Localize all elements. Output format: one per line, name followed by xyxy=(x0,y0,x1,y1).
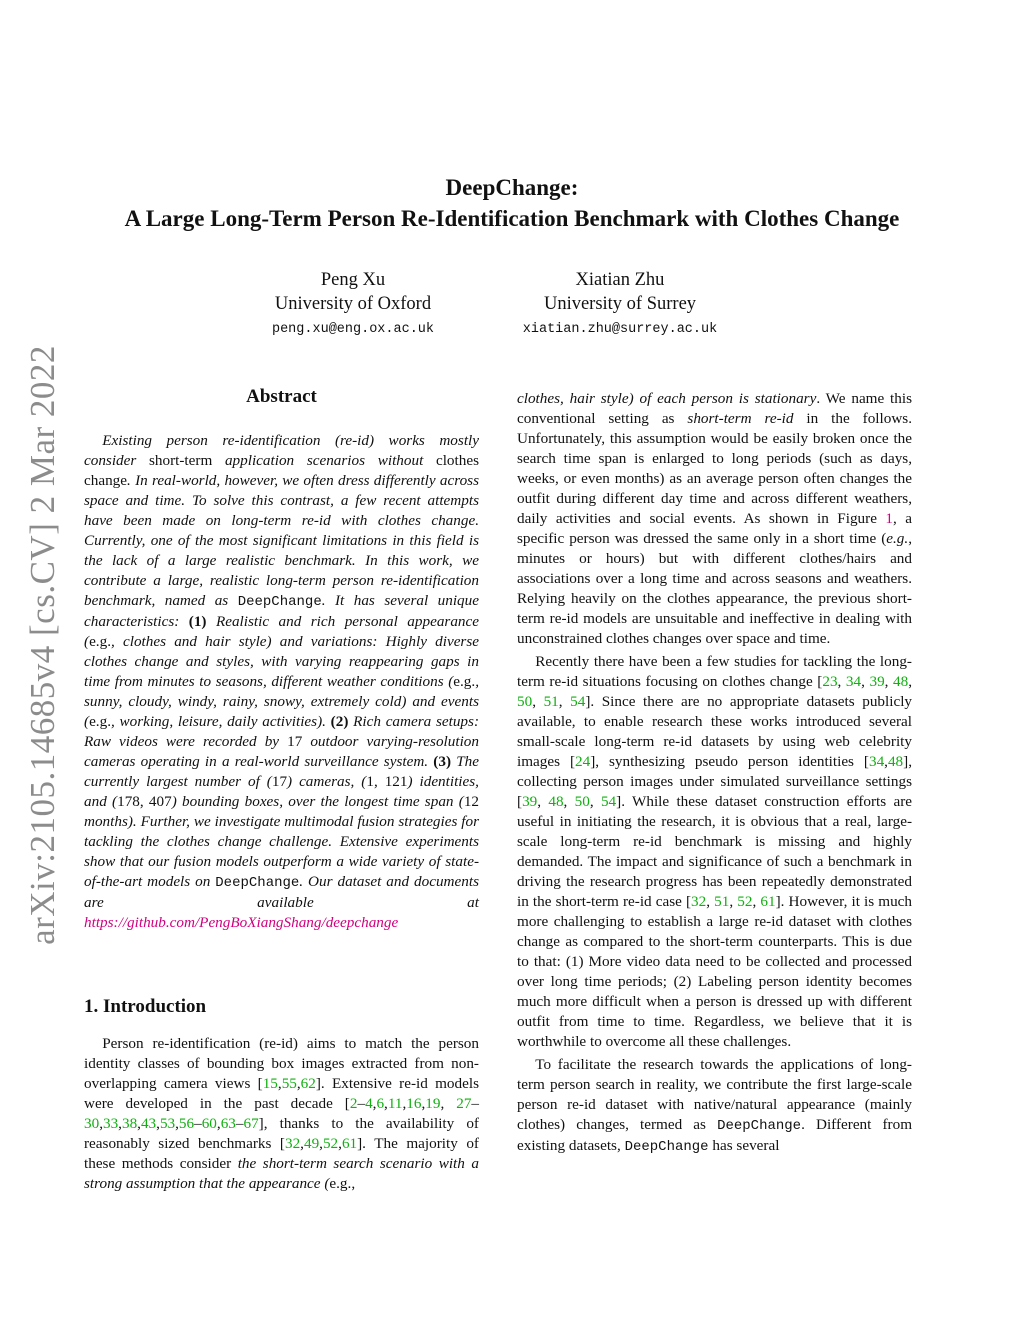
abstract-heading: Abstract xyxy=(246,386,317,407)
abstract-body xyxy=(84,431,479,933)
section-heading-introduction: 1. Introduction xyxy=(84,996,207,1017)
abstract-paragraph: Existing person re-identification (re-id) works mostly consider short-term application scenarios without clothes change. In real-world, however, we often dress differently across space and time. To solve this contrast, a few recent attempts have been made on long-term re-id with clothes change. Currently, one of the most significant limitations in this field is the lack of a large realistic benchmark. In this work, we contribute a large, realistic long-term person re-identification benchmark, named as DeepChange. It has several unique characteristics: (1) Realistic and rich personal appearance (e.g., clothes and hair style) and variations: Highly diverse clothes change and styles, with varying reappearing gaps in time from minutes to seasons, different weather conditions (e.g., sunny, cloudy, windy, rainy, snowy, extremely cold) and events (e.g., working, leisure, daily activities). (2) Rich camera setups: Raw videos were recorded by 17 outdoor varying-resolution cameras operating in a real-world surveillance system. (3) The currently largest number of (17) cameras, (1, 121) identities, and (178, 407) bounding boxes, over the longest time span (12 months). Further, we investigate multimodal fusion strategies for tackling the clothes change challenge. Extensive experiments show that our fusion models outperform a wide variety of state-of-the-art models on DeepChange. Our dataset and documents are available at https://github.com/PengBoXiangShang/deepchange xyxy=(84,432,480,931)
author-block-1 xyxy=(233,268,473,344)
author-affiliation: University of Oxford xyxy=(274,294,432,314)
title-line-1: DeepChange: xyxy=(445,175,579,200)
author-email[interactable]: xiatian.zhu@surrey.ac.uk xyxy=(522,322,718,337)
paper-title xyxy=(0,172,1024,234)
title-line-2: A Large Long-Term Person Re-Identification Benchmark with Clothes Change xyxy=(124,206,900,231)
intro-paragraph-3: To facilitate the research towards the applications of long-term person search in reality, we contribute the first large-scale person re-id dataset with native/natural appearance (mainly clothes) changes, termed as DeepChange. Different from existing datasets, DeepChange has several xyxy=(517,1056,913,1155)
figure-ref[interactable]: 1 xyxy=(885,510,893,527)
intro-left-column xyxy=(84,1034,479,1194)
arxiv-identifier xyxy=(18,345,68,945)
arxiv-id-text: arXiv:2105.14685v4 [cs.CV] 2 Mar 2022 xyxy=(23,345,62,945)
right-column xyxy=(517,389,912,1157)
author-block-2 xyxy=(500,268,740,344)
author-affiliation: University of Surrey xyxy=(543,294,697,314)
intro-paragraph-1-continued: clothes, hair style) of each person is stationary. We name this conventional setting as short-term re-id in the follows. Unfortunately, this assumption would be easily broken once the search time span is enlarged to long periods (such as days, weeks, or even months) as an average person often changes the outfit during different day time and across different weathers, daily activities and social events. As shown in Figure 1, a specific person was dressed the same only in a short time (e.g., minutes or hours) but with different clothes/hairs and associations over a long time and across seasons and weathers. Relying heavily on the clothes appearance, the previous short-term re-id models are unsuitable and ineffective in dealing with unconstrained clothes changes over space and time. xyxy=(517,390,913,647)
dataset-name: DeepChange xyxy=(624,1139,709,1155)
intro-paragraph-2: Recently there have been a few studies for tackling the long-term re-id situations focusing on clothes change [23, 34, 39, 48, 50, 51, 54]. Since there are no appropriate datasets publicly available, to enable research these works introduced several small-scale long-term re-id datasets by using web celebrity images [24], synthesizing pseudo person identities [34,48], collecting person images under simulated surveillance settings [39, 48, 50, 54]. While these dataset construction efforts are useful in initiating the research, it is obvious that a real, large-scale long-term re-id benchmark is missing and highly demanded. The impact and significance of such a benchmark in driving the research progress has been repeatedly demonstrated in the short-term re-id case [32, 51, 52, 61]. However, it is much more challenging to establish a large re-id dataset with clothes change as compared to the short-term counterparts. This is due to that: (1) More video data need to be collected and processed over long time periods; (2) Labeling person identity becomes much more difficult when a person is dressed up with different outfit from time to time. Regardless, we believe that it is worthwhile to overcome all these challenges. xyxy=(517,653,913,1050)
author-name: Xiatian Zhu xyxy=(575,270,665,290)
author-name: Peng Xu xyxy=(320,270,386,290)
author-email[interactable]: peng.xu@eng.ox.ac.uk xyxy=(271,322,435,337)
dataset-name: DeepChange xyxy=(237,594,322,610)
github-link[interactable]: https://github.com/PengBoXiangShang/deepchange xyxy=(84,914,399,931)
dataset-name: DeepChange xyxy=(215,875,300,891)
intro-paragraph-1: Person re-identification (re-id) aims to match the person identity classes of bounding box images extracted from non-overlapping camera views [15,55,62]. Extensive re-id models were developed in the past decade [2–4,6,11,16,19, 27–30,33,38,43,53,56–60,63–67], thanks to the availability of reasonably sized benchmarks [32,49,52,61]. The majority of these methods consider the short-term search scenario with a strong assumption that the appearance (e.g., xyxy=(84,1035,479,1192)
dataset-name: DeepChange xyxy=(717,1118,802,1134)
